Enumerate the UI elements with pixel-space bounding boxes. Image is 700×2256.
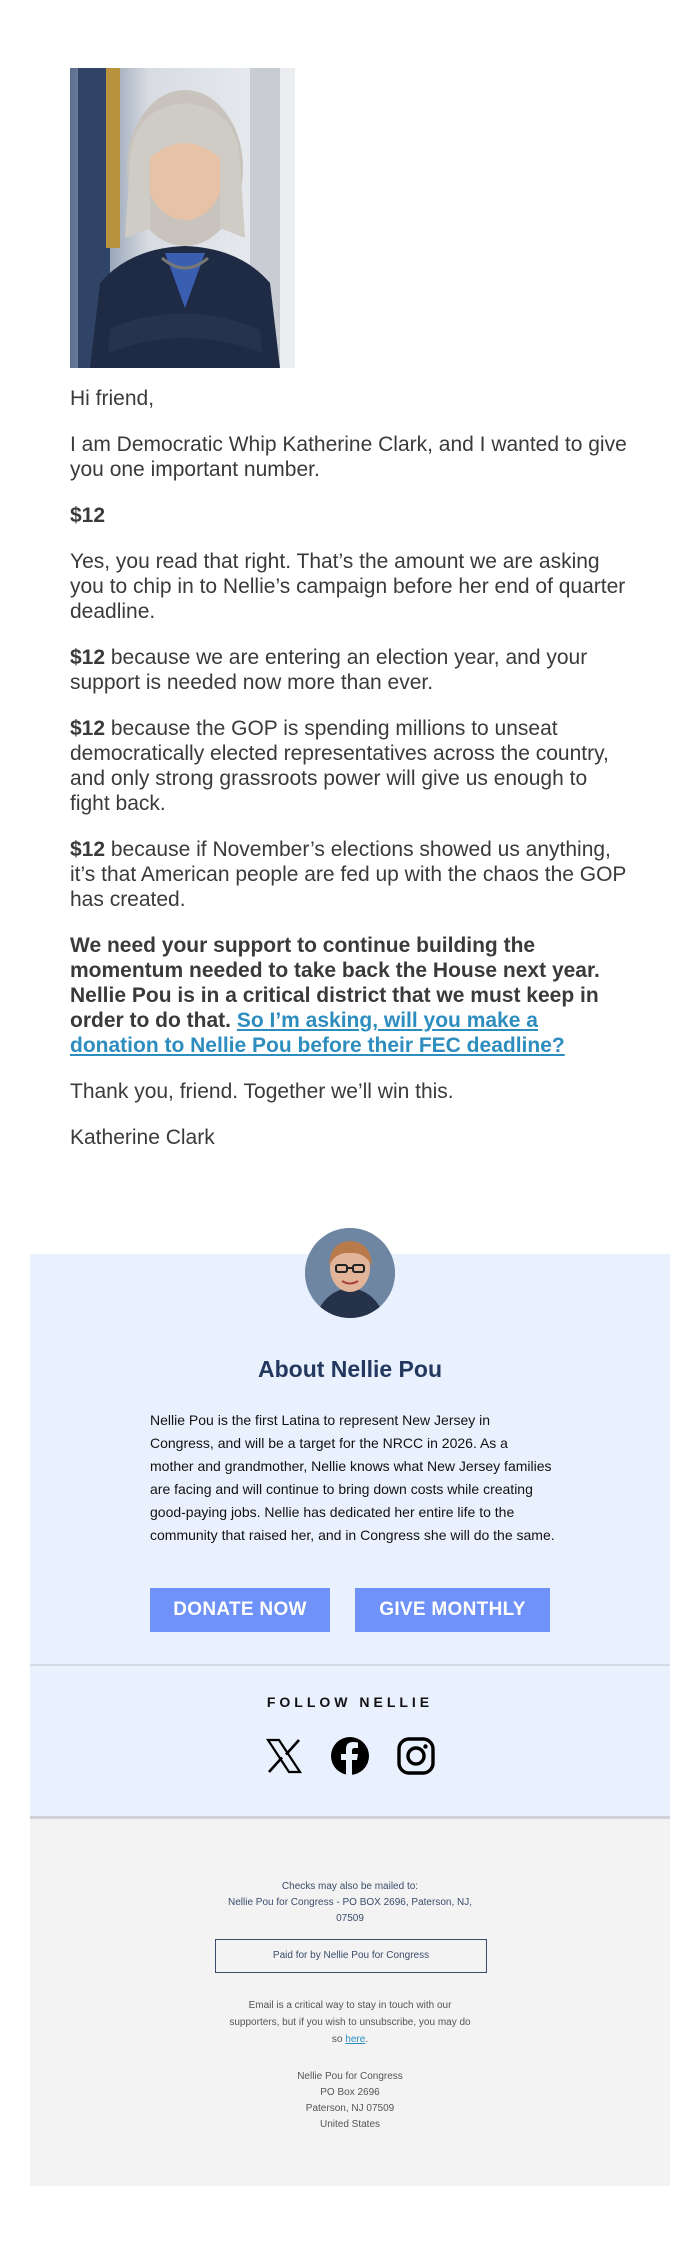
about-body: Nellie Pou is the first Latina to represent New Jersey in Congress, and will be a target for the NRCC in 2026. As a mother and grandmother, Nellie knows what New Jersey families are facing and will continue to bring down costs while creating good-paying jobs. Nellie has dedicated her entire life to the community that raised her, and in Congress she will do the same. <box>150 1412 555 1543</box>
amount: $12 <box>70 717 106 740</box>
amount: $12 <box>70 504 106 527</box>
address-name: Nellie Pou for Congress <box>297 2071 403 2082</box>
instagram-icon[interactable] <box>396 1736 436 1776</box>
follow-section <box>30 1666 670 1816</box>
x-icon[interactable] <box>264 1736 304 1776</box>
donation-link[interactable]: So I’m asking, will you make a donation to Nellie Pou before their FEC deadline? <box>70 1009 565 1057</box>
facebook-icon[interactable] <box>330 1736 370 1776</box>
read-paragraph: Yes, you read that right. That’s the amount we are asking you to chip in to Nellie’s campaign before her end of quarter deadline. <box>70 550 626 623</box>
thanks-paragraph: Thank you, friend. Together we’ll win this. <box>70 1080 454 1103</box>
intro-paragraph: I am Democratic Whip Katherine Clark, and I wanted to give you one important number. <box>70 433 627 481</box>
mailing-info <box>225 1879 475 1927</box>
unsubscribe-link[interactable]: here <box>345 2034 366 2045</box>
address-city: Paterson, NJ 07509 <box>305 2103 395 2114</box>
amount: $12 <box>70 646 106 669</box>
footer <box>30 1819 670 2186</box>
reason-paragraph-1 <box>70 645 630 695</box>
give-monthly-button[interactable]: GIVE MONTHLY <box>355 1588 550 1632</box>
nellie-pou-avatar <box>305 1228 395 1318</box>
greeting: Hi friend, <box>70 387 155 410</box>
postal-address <box>225 2069 475 2133</box>
paid-for-disclaimer: Paid for by Nellie Pou for Congress <box>215 1939 487 1973</box>
address-po: PO Box 2696 <box>320 2087 380 2098</box>
email-text: Email is a critical way to stay in touch with our supporters, but if you wish to unsubscribe, you may do so <box>229 2000 471 2045</box>
reason-paragraph-2 <box>70 716 630 816</box>
about-title: About Nellie Pou <box>258 1356 442 1382</box>
follow-title: FOLLOW NELLIE <box>266 1694 434 1710</box>
mailing-line-2: Nellie Pou for Congress - PO BOX 2696, Paterson, NJ, 07509 <box>228 1897 472 1924</box>
unsubscribe-text: Email is a critical way to stay in touch with our supporters, but if you wish to unsubscribe, you may do so here. <box>229 2000 471 2045</box>
reason-text-2: because the GOP is spending millions to unseat democratically elected representatives across the country, and only strong grassroots power will give us enough to fight back. <box>70 717 609 815</box>
amount-headline <box>70 503 630 528</box>
appeal-text: We need your support to continue building the momentum needed to take back the House next year. Nellie Pou is in a critical district that we must keep in order to do that. <box>70 934 600 1032</box>
appeal-paragraph <box>70 933 630 1058</box>
amount: $12 <box>70 838 106 861</box>
signature: Katherine Clark <box>70 1126 215 1149</box>
reason-paragraph-3 <box>70 837 630 912</box>
reason-text-1: because we are entering an election year, and your support is needed now more than ever. <box>70 646 588 694</box>
mailing-line-1: Checks may also be mailed to: <box>281 1881 419 1892</box>
letter-body <box>70 386 630 1171</box>
address-country: United States <box>319 2119 381 2130</box>
katherine-clark-photo <box>70 68 295 368</box>
donate-now-button[interactable]: DONATE NOW <box>150 1588 330 1632</box>
reason-text-3: because if November’s elections showed us anything, it’s that American people are fed up with the chaos the GOP has created. <box>70 838 627 911</box>
